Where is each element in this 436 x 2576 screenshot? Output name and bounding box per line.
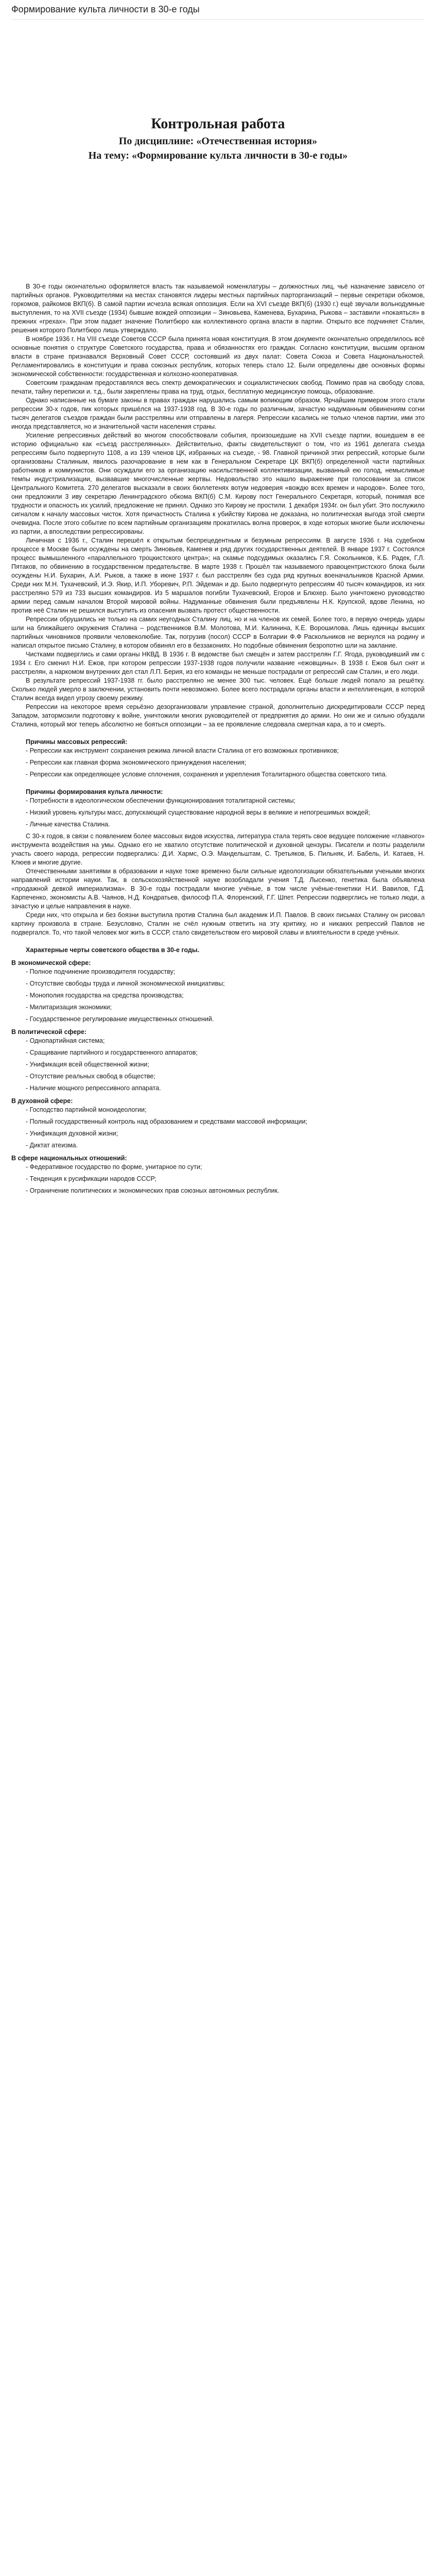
discipline-heading: По дисциплине: «Отечественная история»: [118, 135, 318, 147]
section-heading: Характерные черты советского общества в 30-е годы.: [26, 946, 200, 954]
list-item: - Федеративное государство по форме, унитарное по сути;: [26, 1163, 202, 1171]
list-item: - Господство партийной монoидеологии;: [26, 1106, 147, 1113]
paragraph: Советским гражданам предоставлялся весь спектр демократических и социалистических свобод. Помимо прав на свободу слова, печати, тайну переписки и. т.д., были закреплены права на труд, отдых, бесплатную медицинскую помощь, образование.: [11, 379, 425, 395]
paragraph: В 30-е годы окончательно оформляется власть так называемой номенклатуры – должностных лиц, чьё назначение зависело от партийных органов. Руководителями на местах становятся лидеры местных партийных парторганизаций – первые секретари обкомов, горкомов, райкомов ВКП(б). В самой партии исчезла всякая оппозиция. Если на XVI съезде ВКП(б) (1930 г.) ещё звучали вольнодумные выступления, то на XVII съезде (1934) бывшие вождей оппозиции – Зиновьева, Каменева, Бухарина, Рыкова – заставили «покаяться» в прежних «грехах». При этом падает значение Политбюро как коллективного органа власти в партии. Открыто все подчиняет Сталин, решения которого Политбюро лишь утверждало.: [11, 283, 425, 334]
list-item: - Диктат атеизма.: [26, 1142, 78, 1149]
subsection-heading: В сфере национальных отношений:: [11, 1155, 127, 1162]
topic-heading: На тему: «Формирование культа личности в 30-е годы»: [88, 150, 348, 161]
paragraph: Усиление репрессивных действий во многом способствовали события, произошедшие на XVII съезде партии, вошедшем в ее историю официально как «съезд расстрелянных». Действительно, факты свидетельствуют о том, что из 1961 делегата съезда репрессиям было подвергнуто 1108, а из 139 членов ЦК, избранных на съезде, - 98. Главной причиной этих репрессий, которые были организованы Сталиным, явилось разочарование в нем как в Генеральном Секретаре ЦК ВКП(б) определенной части партийных работников и коммунистов. Они осуждали его за организацию насильственной коллективизации, вызванный ею голод, немыслимые темпы индустриализации, вызвавшие многочисленные жертвы. Недовольство это нашло выражение при голосовании за список Центрального Комитета. 270 делегатов высказали в своих бюллетенях вотум недоверия «вождю всех времен и народов». Более того, они предложили 3 иву секретарю Ленинградского обкома ВКП(б) С.М. Кирову пост Генерального Секретаря, который, понимая все трудности и опасность их усилий, предложение не принял. Однако это Кирову не простили. 1 декабря 1934г. он был убит. Это послужило сигналом к началу массовых чисток. Хотя причастность Сталина к убийству Кирова не доказана, но политическая выгода этой смерти очевидна. После этого событие по всем партийным организациям прокатилась волна проверок, в ходе которых многие были исключены из партии, а впоследствии репрессированы.: [11, 432, 425, 535]
paragraph: Среди них, что открыла и без боязни выступила против Сталина был академик И.П. Павлов. В своих письмах Сталину он рисовал картину произвола в стране. Безусловно, Сталин не счёл нужным ответить на эту критику, но и никаких репрессий Павлов не подвергался. То, что такой человек мог жить в СССР, стало свидетельством его мировой славы и влиятельности в среде учёных.: [11, 911, 425, 936]
list-item: - Наличие мощного репрессивного аппарата.: [26, 1084, 161, 1092]
list-item: - Монополия государства на средства производства;: [26, 992, 184, 999]
paragraph: Репрессии на некоторое время серьёзно дезорганизовали управление страной, дополнительно дискредитировали СССР перед Западом, затормозили подготовку к войне, уничтожили многих руководителей от предприятия до армии. Но они же и сильно обуздали Сталина, который мог теперь абсолютно не бояться оппозиции – за ее проявление следовала смертная кара, а то и смерть.: [11, 703, 425, 728]
paragraph: Чистками подверглись и сами органы НКВД. В 1936 г. В ведомстве был смещён и затем расстрелян Г.Г. Ягода, руководивший им с 1934 г. Его сменил Н.И. Ежов, при котором репрессии 1937-1938 годов получили название «ежовщины». В 1938 г. Ежов был снят и расстрелян, а наркомом внутренних дел стал Л.П. Берия, из его команды не меньше пострадали от репрессий сам Сталин, и его люди.: [11, 651, 425, 675]
list-item: - Полный государственный контроль над образованием и средствами массовой информации;: [26, 1118, 307, 1125]
list-item: - Государственное регулирование имущественных отношений.: [26, 1015, 214, 1023]
paragraph: Репрессии обрушились не только на самих неугодных Сталину лиц, но и на членов их семей. Более того, в первую очередь удары шли на ближайшего окружения Сталина – родственников В.М. Молотова, М.И. Калинина, К.Е. Ворошилова. Лишь единицы высших партийных чиновников проявили человеколюбие. Так, погрузив (посол) СССР в Болгарии Ф.Ф Раскольников не вернулся на родину и написал открытое письмо Сталину, в котором обвинял его в беззакониях. Но подобные обвинения безропотно шли на заклание.: [11, 616, 425, 649]
list-item: - Репрессии как главная форма экономического принуждения населения;: [26, 759, 247, 766]
page-title: Формирование культа личности в 30-е годы: [11, 0, 425, 20]
list-item: - Репрессии как определяющее условие сплочения, сохранения и укрепления Тоталитарного общества советского типа.: [26, 771, 388, 778]
document-page: [0, 0, 436, 1214]
subsection-heading: В духовной сфере:: [11, 1097, 73, 1105]
section-heading: Причины формирования культа личности:: [26, 788, 163, 795]
paragraph: Отечественными занятиями в образовании и науке тоже временно были сильные идеологизации обязательными учеными многих направлений истории науки. Так, в сельскохозяйственной науке возобладали учения Т.Д. Лысенко, генетика была объявлена «продажной девкой империализма». В 30-е годы пострадали многие учёные, в том числе учёные-генетики Н.И. Вавилов, Г.Д. Карпеченко, экономисты А.В. Чаянов, Н.Д. Кондратьев, философ П.А. Флоренский, Г.Г. Шпет. Репрессии подверглись не только люди, а зачастую и целые направления в науке.: [11, 868, 425, 910]
list-item: - Сращивание партийного и государственного аппаратов;: [26, 1049, 198, 1056]
paragraph: Личичная с 1936 г., Сталин перешёл к открытым беспрецедентным и безумным репрессиям. В августе 1936 г. На судебном процессе в Москве были осуждены на смерть Зиновьев, Каменев и ряд других государственных деятелей. В январе 1937 г. Состоялся процесс вымышленного «параллельного троцкистского центра»; на скамье подсудимых оказались Г.Я. Сокольников, К.Б. Радек, Г.Л. Пятаков, по обвинению в государственном предательстве. В марте 1938 г. Прошёл так называемого правоцентристского блока были осуждены Н.И. Бухарин, А.И. Рыков, а также в июне 1937 г. был расстрелян без суда ряд крупных военачальников Красной Армии. Среди них М.Н. Тухачевский, И.Э. Якир, И.П. Уборевич, Р.П. Эйдеман и др. Было подвергнуто репрессиям 40 тысяч командиров, из них расстреляно 579 из 733 высших командиров. Из 5 маршалов погибли Тухачевский, Егоров и Блюхер. Было уничтожено руководство армии перед самым началом Второй мировой войны. Надуманные обвинения были предъявлены Н.К. Крупской, вдове Ленина, но против неё Сталин не решился выступить из опасения вызвать протест общественности.: [11, 537, 425, 614]
list-item: - Милитаризация экономики;: [26, 1004, 112, 1011]
title-block: [11, 114, 425, 163]
list-item: - Однопартийная система;: [26, 1037, 105, 1044]
paragraph: В результате репрессий 1937-1938 гг. было расстреляно не менее 300 тыс. человек. Ещё больше людей попало за решётку. Сколько людей умерло в заключении, установить почти невозможно. Более всего пострадали органы власти и интеллигенция, в которой Сталин всегда видел угрозу своему режиму.: [11, 677, 425, 702]
list-item: - Личные качества Сталина.: [26, 821, 110, 828]
subsection-heading: В экономической сфере:: [11, 959, 91, 967]
list-item: - Репрессии как инструмент сохранения режима личной власти Сталина от его возможных противников;: [26, 747, 339, 754]
list-item: - Унификация духовной жизни;: [26, 1130, 118, 1137]
list-item: - Ограничение политических и экономических прав союзных автономных республик.: [26, 1187, 280, 1194]
document-body: [11, 282, 425, 1195]
list-item: - Тенденция к русификации народов СССР;: [26, 1175, 157, 1182]
work-type-heading: Контрольная работа: [151, 116, 285, 132]
list-item: - Полное подчинение производителя государству;: [26, 968, 176, 975]
section-heading: Причины массовых репрессий:: [26, 738, 128, 745]
list-item: - Потребности в идеологическом обеспечении функционирования тоталитарной системы;: [26, 797, 295, 804]
subsection-heading: В политической сфере:: [11, 1028, 87, 1036]
paragraph: С 30-х годов, в связи с появлением более массовых видов искусства, литература стала терять свое ведущее положение «главного» инструмента воздействия на умы. Однако его не хватило отсутствие политической и духовной цензуры. Писатели и поэты разделили участь своего народа, репрессии подвергались: Д.И. Хармс, О.Э. Мандельштам, С. Третьяков, Б. Пильняк, И. Бабель, И. Катаев, Н. Клюев и многие другие.: [11, 833, 425, 866]
paragraph: Однако написанные на бумаге законы в правах граждан нарушались самым вопиющим образом. Ярчайшим примером этого стали репрессии 30-х годов, пик которых пришёлся на 1937-1938 год. В 30-е годы по различным, зачастую надуманным обвинениям согни тысяч делегатов съездов граждан были расстреляны или отправлены в лагеря. Репрессии касались не только членов партии, ими это иногда представляется, но и значительной части населения страны.: [11, 397, 425, 430]
list-item: - Унификация всей общественной жизни;: [26, 1061, 149, 1068]
paragraph: В ноябре 1936 г. На VIII съезде Советов СССР была принята новая конституция. В этом документе окончательно определилось всё основные понятия о структуре Советского государства, права и обязанностях его граждан. Согласно конституции, высшим органом власти в стране признавался Верховный Совет СССР, состоявший из двух палат: Совета Союза и Совета Национальностей. Регламентировались в конституции и права союзных республик, которых теперь стало 12. Были определены две основных формы экономической собственности: государственная и колхозно-кооперативная.: [11, 335, 425, 378]
list-item: - Отсутствие свободы труда и личной экономической инициативы;: [26, 980, 225, 987]
list-item: - Низкий уровень культуры масс, допускающий существование народной веры в великие и непогрешимых вождей;: [26, 809, 370, 816]
list-item: - Отсутствие реальных свобод в обществе;: [26, 1073, 155, 1080]
